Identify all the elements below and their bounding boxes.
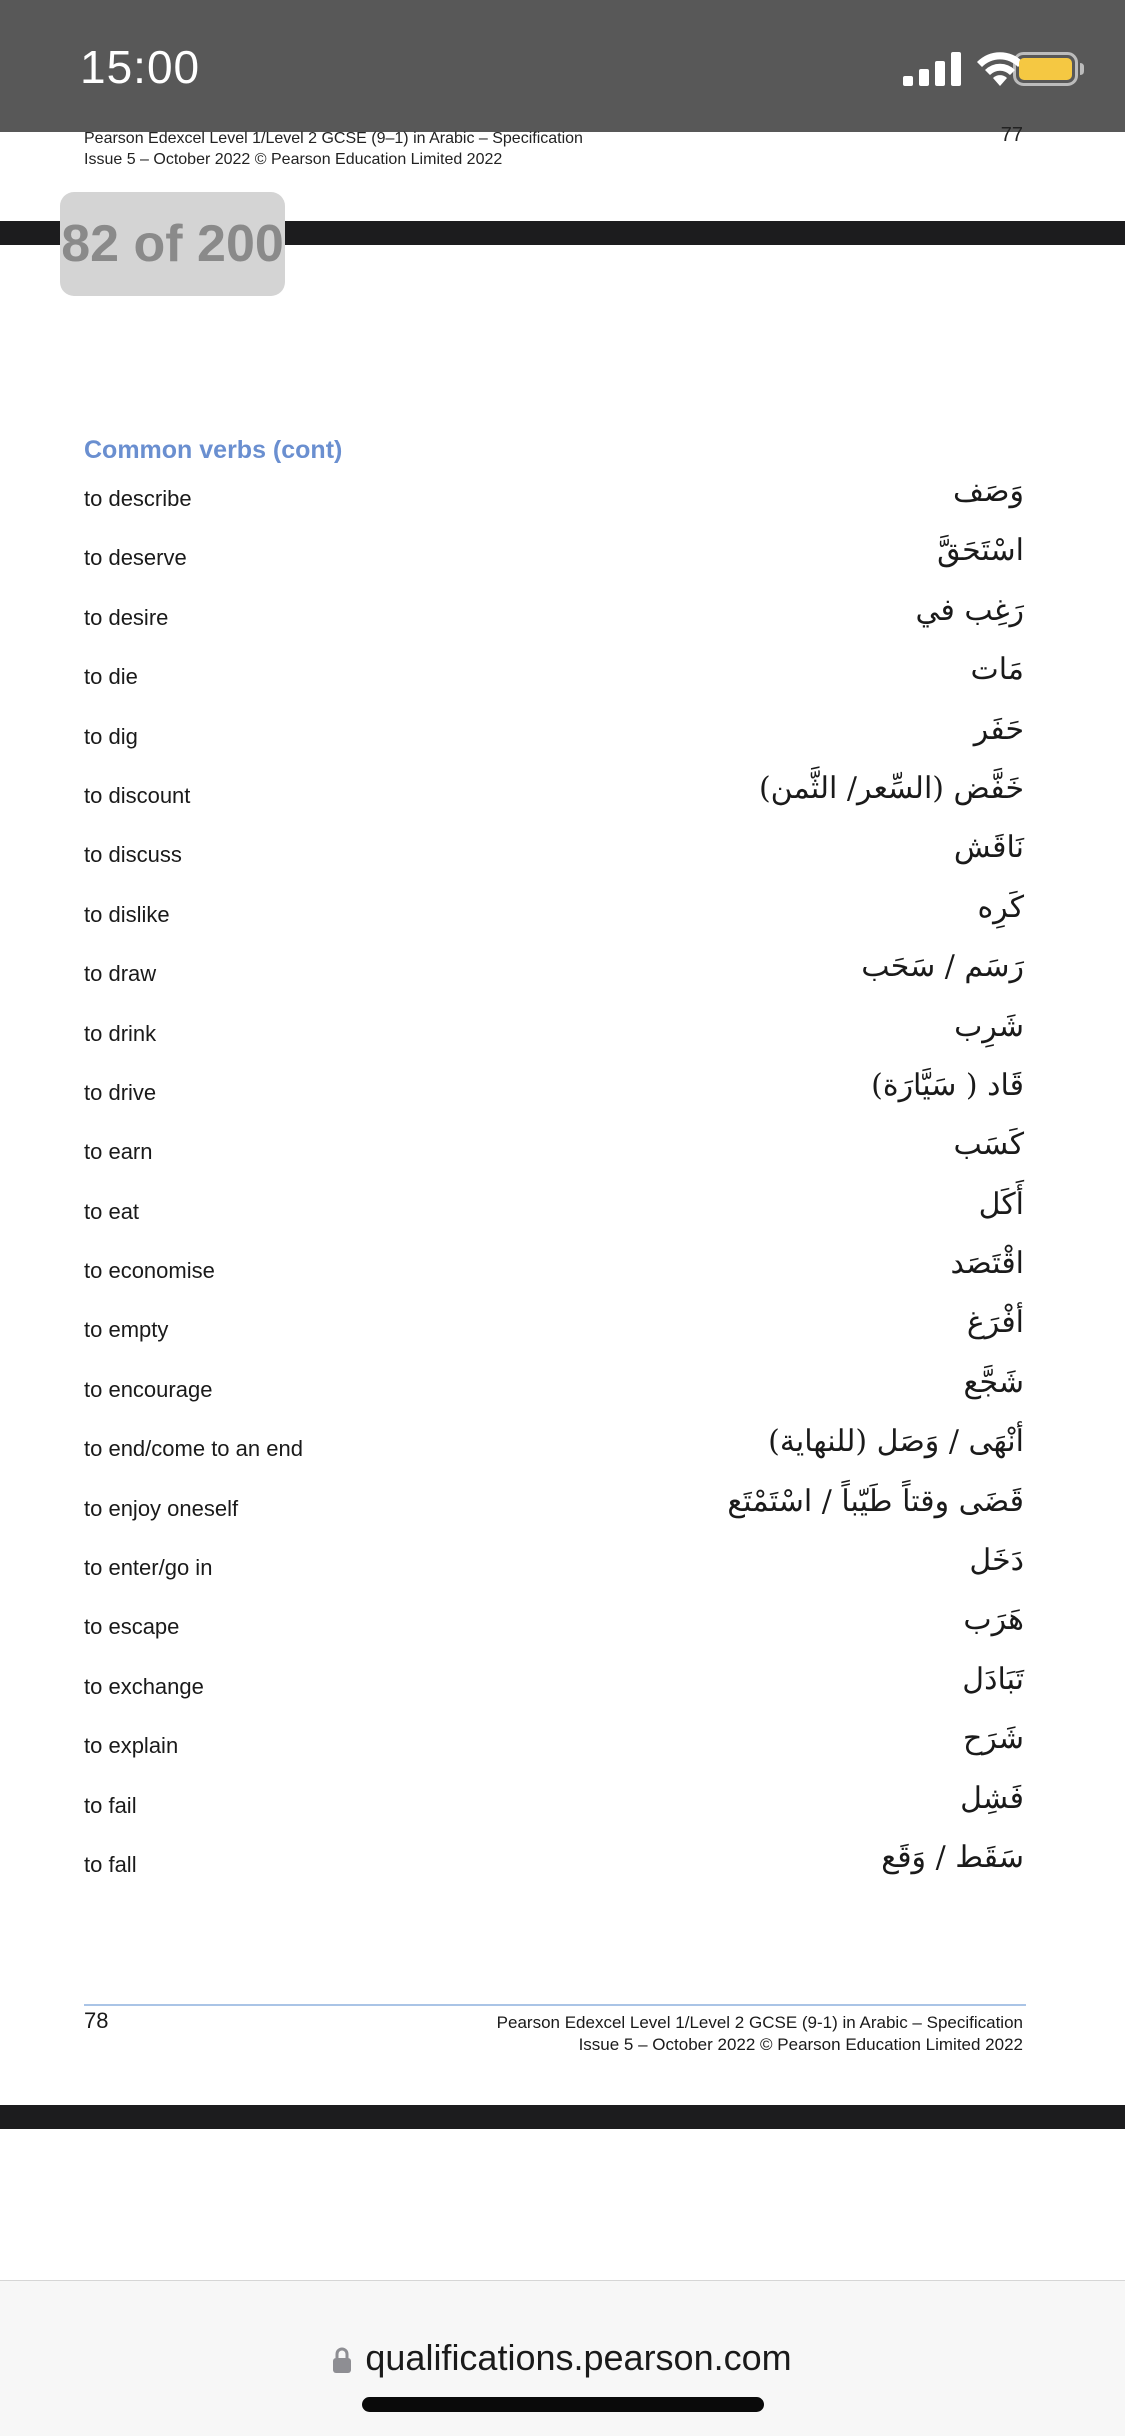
- footer-line2: Issue 5 – October 2022 © Pearson Education Limited 2022: [578, 2035, 1023, 2054]
- previous-footer-line2: Issue 5 – October 2022 © Pearson Education Limited 2022: [84, 151, 503, 168]
- vocab-english: to die: [84, 664, 138, 690]
- battery-icon: [1013, 52, 1085, 86]
- vocab-row: [84, 468, 1024, 527]
- vocab-arabic: رَسَم / سَحَب: [861, 949, 1024, 985]
- vocab-english: to economise: [84, 1258, 215, 1284]
- vocab-arabic: أَكَل: [978, 1186, 1024, 1222]
- vocab-arabic: تَبَادَل: [962, 1661, 1024, 1697]
- vocab-arabic: شَرَح: [962, 1721, 1024, 1757]
- previous-page-number: 77: [1000, 124, 1023, 146]
- vocab-row: [84, 1181, 1024, 1240]
- vocab-row: [84, 1656, 1024, 1715]
- vocab-english: to describe: [84, 486, 192, 511]
- vocab-row: [84, 824, 1024, 883]
- vocab-row: [84, 1478, 1024, 1537]
- vocab-arabic: هَرَب: [963, 1602, 1024, 1638]
- vocab-english: to draw: [84, 961, 157, 987]
- vocab-arabic: خَفَّض (السِّعر/ الثَّمن): [758, 770, 1024, 806]
- home-indicator[interactable]: [362, 2397, 764, 2412]
- vocab-arabic: شَجَّع: [963, 1364, 1024, 1400]
- vocab-english: to fall: [84, 1851, 137, 1877]
- previous-footer-line1: Pearson Edexcel Level 1/Level 2 GCSE (9–1) in Arabic – Specification: [84, 130, 583, 147]
- vocab-row: [84, 1062, 1024, 1121]
- vocab-arabic: قَضَى وقتاً طَيّباً / اسْتَمْتَع: [727, 1483, 1024, 1519]
- vocab-row: [84, 1121, 1024, 1180]
- vocab-row: [84, 943, 1024, 1002]
- vocab-arabic: دَخَل: [969, 1543, 1024, 1579]
- vocab-english: to eat: [84, 1198, 140, 1224]
- vocab-arabic: اسْتَحَقَّ: [937, 533, 1024, 569]
- vocab-arabic: رَغِب في: [915, 592, 1024, 628]
- vocab-arabic: فَشِل: [960, 1780, 1024, 1816]
- vocab-english: to earn: [84, 1139, 153, 1165]
- vocab-english: to end/come to an end: [84, 1436, 303, 1462]
- vocab-english: to enjoy oneself: [84, 1495, 239, 1521]
- signal-icon: [903, 52, 963, 86]
- vocab-row: [84, 706, 1024, 765]
- vocab-row: [84, 1715, 1024, 1774]
- footer-rule: [84, 2004, 1026, 2006]
- url-field[interactable]: [0, 2337, 1125, 2379]
- vocab-english: to explain: [84, 1733, 179, 1759]
- vocab-row: [84, 1418, 1024, 1477]
- vocab-row: [84, 1003, 1024, 1062]
- vocab-arabic: مَات: [970, 652, 1024, 688]
- vocab-english: to discount: [84, 782, 191, 808]
- vocab-arabic: أفْرَغ: [966, 1305, 1024, 1341]
- vocab-arabic: نَاقَش: [953, 830, 1024, 866]
- previous-page-footer: [84, 128, 1034, 170]
- page-separator-bottom: [0, 2105, 1125, 2129]
- vocab-row: [84, 1240, 1024, 1299]
- vocab-arabic: اقْتَصَد: [950, 1246, 1024, 1282]
- section-title: Common verbs (cont): [84, 436, 343, 464]
- vocab-arabic: قَاد ( سَيَّارَة): [871, 1067, 1024, 1103]
- vocab-english: to enter/go in: [84, 1555, 213, 1581]
- page-counter-badge: 82 of 200: [60, 192, 285, 296]
- vocab-english: to deserve: [84, 545, 187, 571]
- vocab-english: to escape: [84, 1614, 180, 1640]
- status-time: 15:00: [80, 41, 201, 93]
- vocab-row: [84, 587, 1024, 646]
- vocab-row: [84, 527, 1024, 586]
- vocab-english: to dig: [84, 723, 138, 749]
- vocab-arabic: كَرِه: [977, 889, 1024, 925]
- vocab-english: to drink: [84, 1020, 157, 1046]
- status-bar: [0, 0, 1125, 132]
- footer-line1: Pearson Edexcel Level 1/Level 2 GCSE (9-1) in Arabic – Specification: [496, 2013, 1023, 2032]
- vocab-english: to desire: [84, 604, 169, 630]
- vocab-english: to dislike: [84, 901, 170, 927]
- vocab-row: [84, 1299, 1024, 1358]
- vocab-arabic: حَفَر: [973, 711, 1024, 747]
- vocab-row: [84, 765, 1024, 824]
- vocab-row: [84, 1775, 1024, 1834]
- vocab-arabic: أنْهَى / وَصَل (للنهاية): [768, 1424, 1024, 1460]
- vocab-english: to discuss: [84, 842, 182, 868]
- vocab-list: [84, 468, 1024, 1893]
- vocab-arabic: وَصَف: [952, 474, 1024, 509]
- vocab-english: to fail: [84, 1792, 137, 1818]
- vocab-row: [84, 1834, 1024, 1893]
- url-text[interactable]: qualifications.pearson.com: [365, 2337, 792, 2378]
- vocab-english: to exchange: [84, 1673, 204, 1699]
- vocab-row: [84, 1359, 1024, 1418]
- vocab-row: [84, 1537, 1024, 1596]
- vocab-arabic: شَرِب: [954, 1008, 1024, 1044]
- vocab-row: [84, 884, 1024, 943]
- vocab-arabic: سَقَط / وَقَع: [881, 1839, 1024, 1875]
- lock-icon: [333, 2347, 351, 2373]
- vocab-row: [84, 646, 1024, 705]
- vocab-english: to encourage: [84, 1376, 213, 1402]
- page-footer: [497, 2012, 1023, 2056]
- vocab-english: to drive: [84, 1079, 157, 1105]
- vocab-row: [84, 1596, 1024, 1655]
- browser-address-bar[interactable]: [0, 2280, 1125, 2436]
- vocab-english: to empty: [84, 1317, 169, 1343]
- page-number: 78: [84, 2008, 109, 2033]
- vocab-arabic: كَسَب: [953, 1127, 1024, 1163]
